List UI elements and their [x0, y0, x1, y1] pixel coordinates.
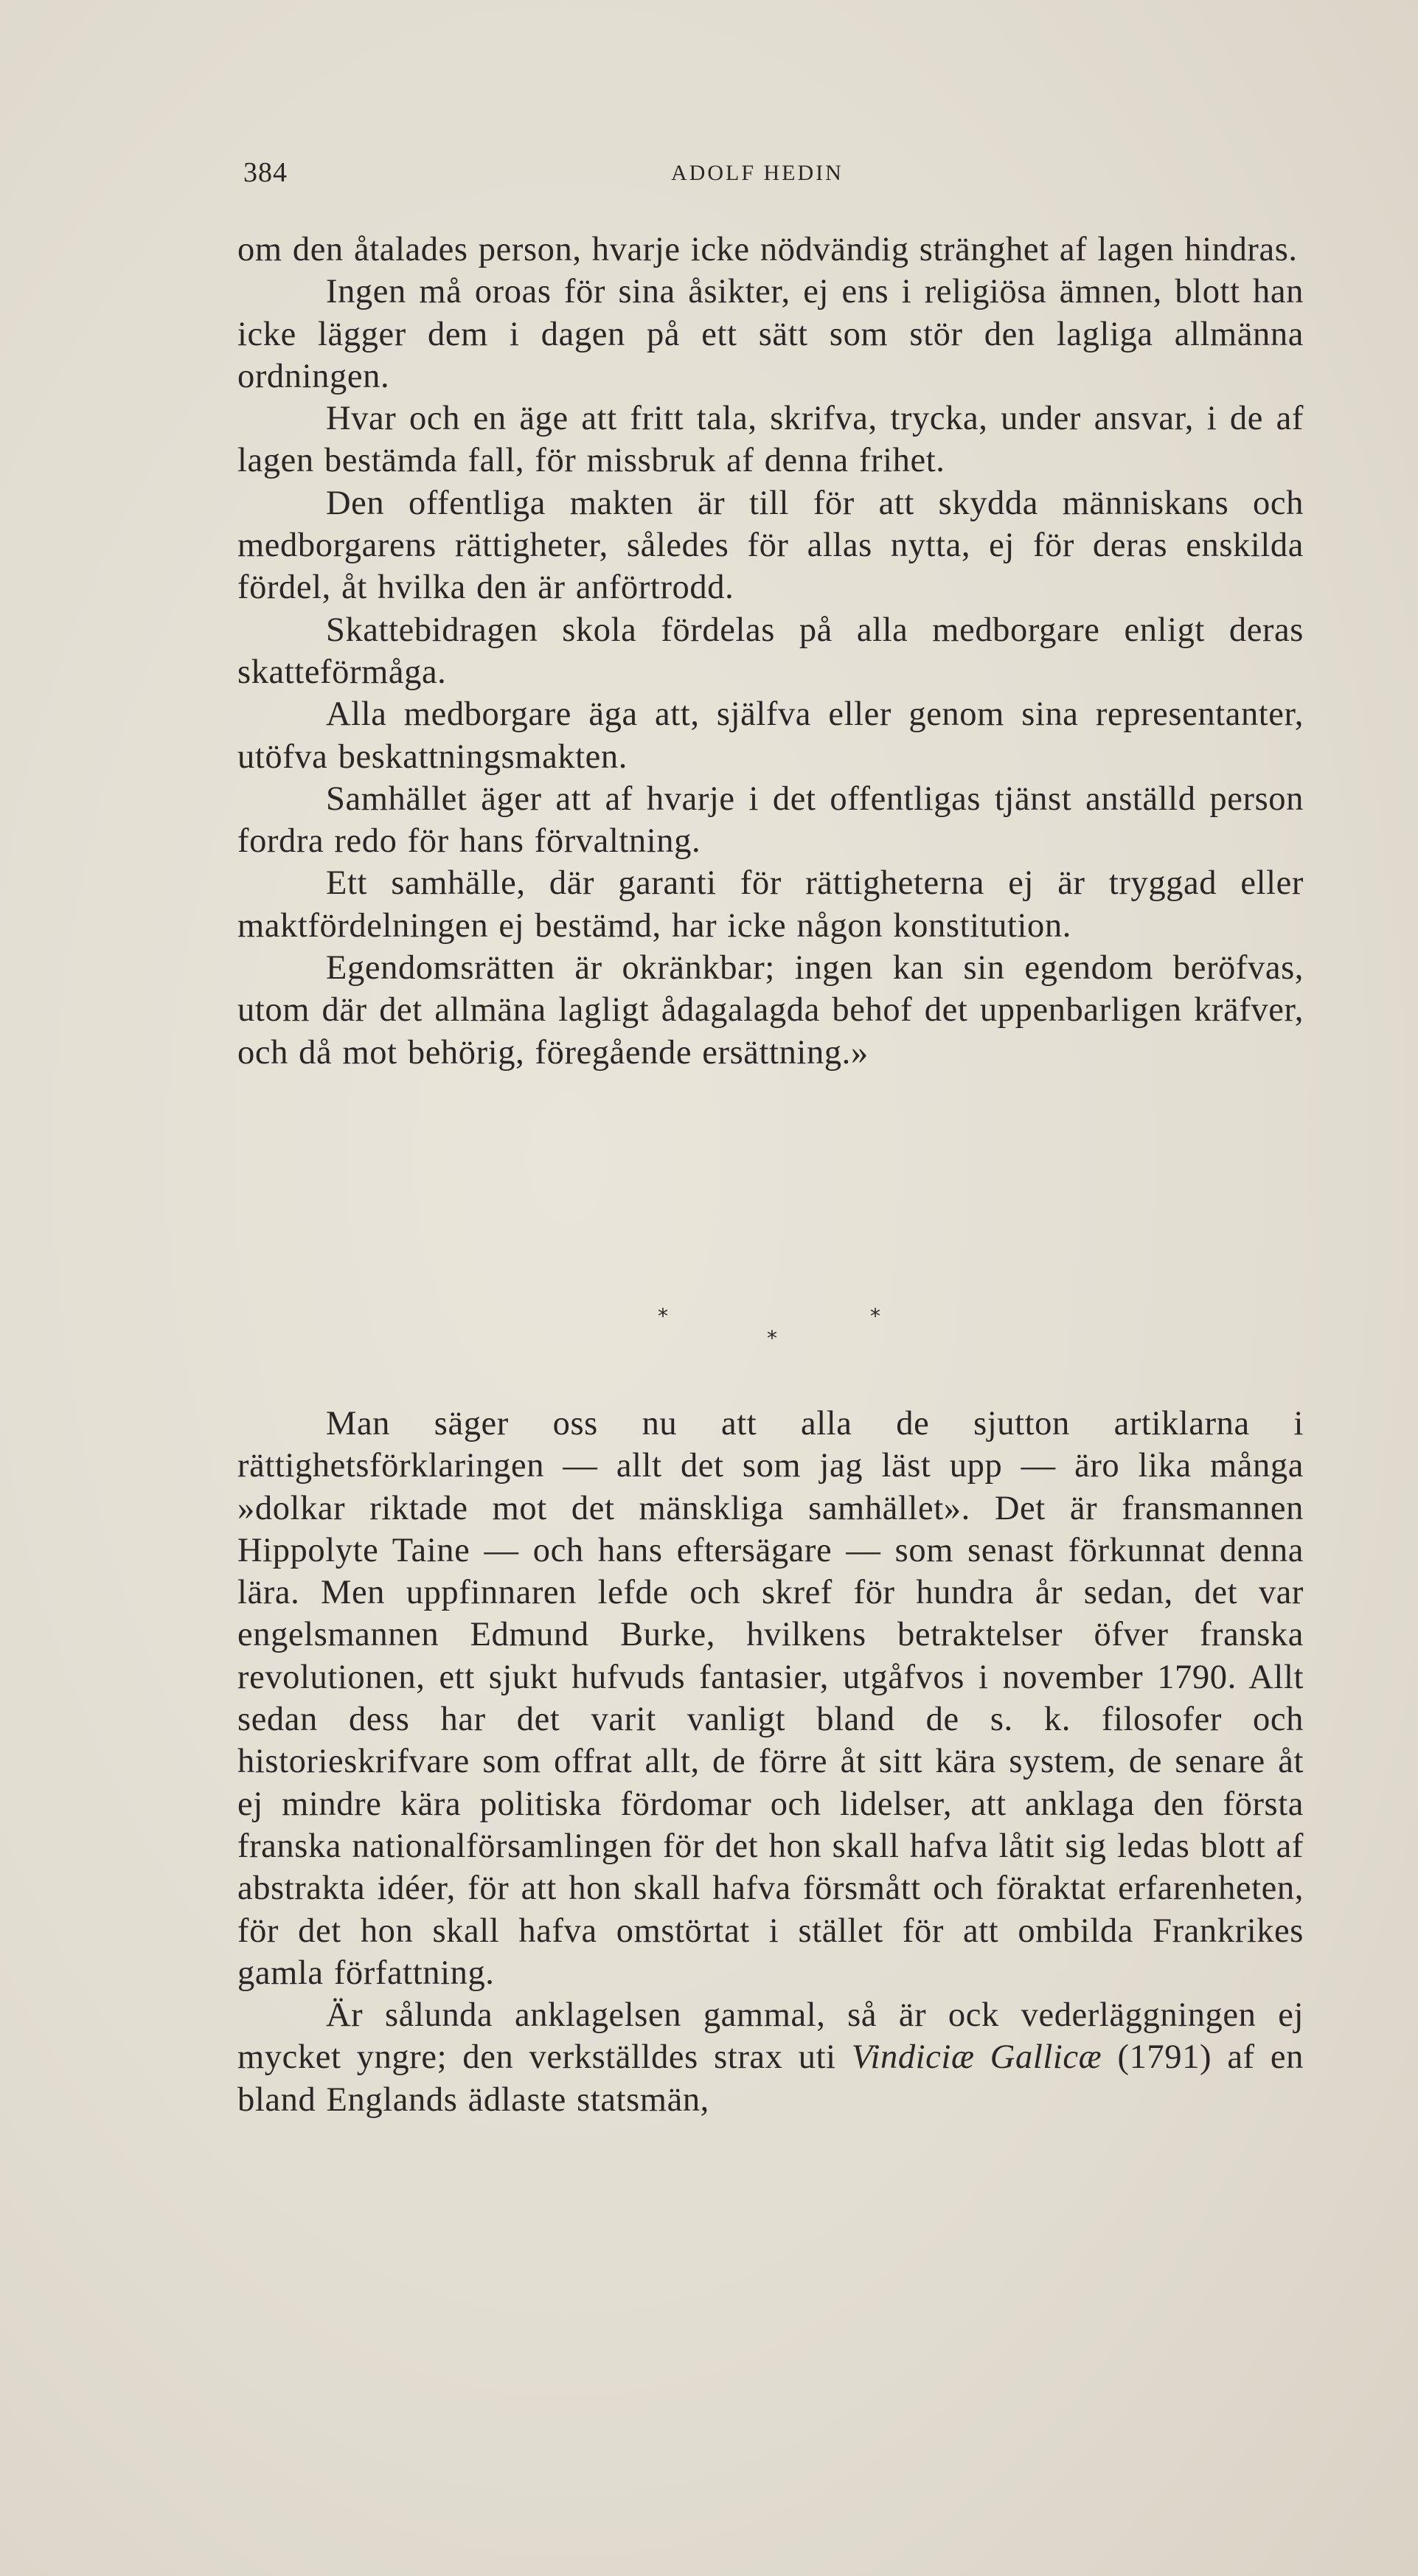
paragraph: Skattebidragen skola fördelas på alla medborgare enligt deras skatteförmåga.	[237, 611, 1304, 691]
paragraph: Hvar och en äge att fritt tala, skrifva, trycka, under ansvar, i de af lagen bestämda fall, för missbruk af denna frihet.	[237, 400, 1304, 480]
paragraph: Alla medborgare äga att, själfva eller genom sina representanter, utöfva beskattningsmakten.	[237, 695, 1304, 776]
paragraph: Samhället äger att af hvarje i det offentligas tjänst anställd person fordra redo för hans förvaltning.	[237, 780, 1304, 861]
paragraph: om den åtalades person, hvarje icke nödvändig stränghet af lagen hindras.	[237, 231, 1298, 268]
asterisk: *	[870, 1304, 880, 1328]
paragraph: Egendomsrätten är okränkbar; ingen kan sin egendom beröfvas, utom där det allmäna lagligt ådagalagda behof det uppenbarligen kräfver, och då mot behörig, föregående ersättning.»	[237, 949, 1304, 1072]
paragraph: Den offentliga makten är till för att skydda människans och medborgarens rättigheter, således för allas nytta, ej för deras enskilda fördel, åt hvilka den är anförtrodd.	[237, 484, 1304, 607]
asterisk: *	[658, 1304, 668, 1328]
page-number: 384	[243, 157, 288, 188]
paragraph	[237, 1994, 1304, 2121]
paragraph: Man säger oss nu att alla de sjutton artiklarna i rättighetsförklaringen — allt det som jag läst upp — äro lika många »dolkar riktade mot det mänskliga samhället». Det är fransmannen Hippolyte Taine — och hans eftersägare — som senast förkunnat denna lära. Men uppfinnaren lefde och skref för hundra år sedan, det var engelsmannen Edmund Burke, hvilkens betraktelser öfver franska revolutionen, ett sjukt hufvuds fantasier, utgåfvos i november 1790. Allt sedan dess har det varit vanligt bland de s. k. filosofer och historieskrifvare som offrat allt, de förre åt sitt kära system, de senare åt ej mindre kära politiska fördomar och lidelser, att anklaga den första franska nationalförsamlingen för det hon skall hafva låtit sig ledas blott af abstrakta idéer, för att hon skall hafva försmått och föraktat erfarenheten, för det hon skall hafva omstörtat i stället för att ombilda Frankrikes gamla författning.	[237, 1405, 1304, 1992]
paragraph: Ett samhälle, där garanti för rättigheterna ej är tryggad eller maktfördelningen ej bestämd, har icke någon konstitution.	[237, 864, 1304, 945]
body-text-section-one	[237, 229, 1304, 1074]
paragraph-text: Är sålunda anklagelsen gammal, så är ock vederläggningen ej mycket yngre; den verkställdes strax uti	[237, 1996, 1304, 2077]
running-head: ADOLF HEDIN	[671, 161, 844, 185]
paragraph: Ingen må oroas för sina åsikter, ej ens i religiösa ämnen, blott han icke lägger dem i dagen på ett sätt som stör den lagliga allmänna ordningen.	[237, 273, 1304, 395]
book-title-italic: Vindiciæ Gallicæ	[851, 2038, 1102, 2077]
page-header	[243, 156, 1298, 193]
section-separator	[649, 1304, 914, 1355]
asterisk: *	[767, 1326, 777, 1350]
paragraph-text: (1791) af en bland Englands ädlaste statsmän,	[237, 2038, 1304, 2119]
body-text-section-two	[237, 1403, 1304, 2121]
